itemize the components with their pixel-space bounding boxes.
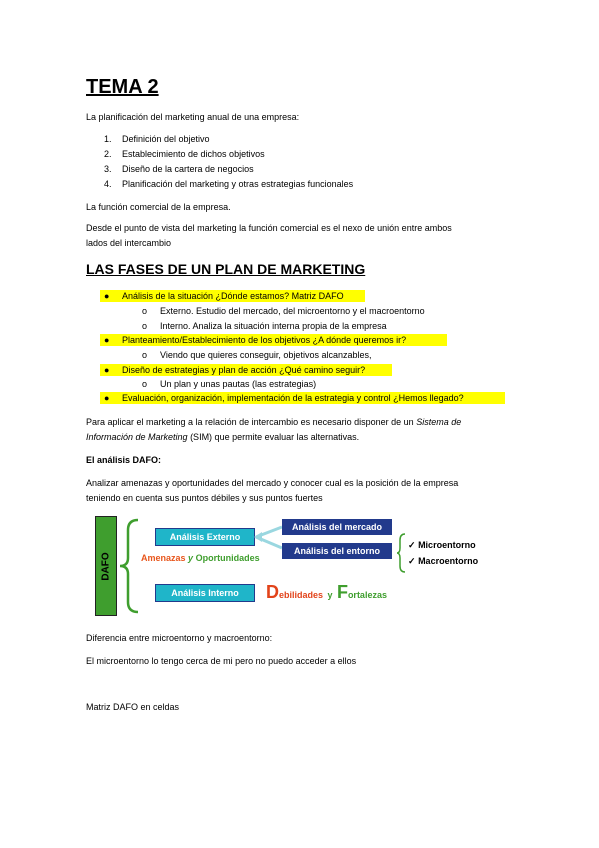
aplicar-italic: Sistema de xyxy=(416,417,462,427)
phase-subitem: Interno. Analiza la situación interna propia de la empresa xyxy=(160,321,387,331)
phase-subitem: Externo. Estudio del mercado, del microentorno y el macroentorno xyxy=(160,306,425,316)
bullet-icon: ● xyxy=(104,291,110,301)
step-number: 4. xyxy=(104,179,112,189)
check-icon: ✓ xyxy=(408,556,416,566)
sub-bullet-icon: o xyxy=(142,379,148,389)
list-item: Diseño de la cartera de negocios xyxy=(122,164,254,174)
nexo-line-2: lados del intercambio xyxy=(86,238,172,248)
microentorno-item xyxy=(408,540,476,551)
list-item: Definición del objetivo xyxy=(122,134,210,144)
small-brace-icon xyxy=(396,532,408,574)
microentorno-text: El microentorno lo tengo cerca de mi pero no puedo acceder a ellos xyxy=(86,656,357,666)
step-number: 3. xyxy=(104,164,112,174)
externo-box: Análisis Externo xyxy=(155,528,255,546)
step-number: 2. xyxy=(104,149,112,159)
intro-text: La planificación del marketing anual de una empresa: xyxy=(86,112,300,122)
phase-item: Planteamiento/Establecimiento de los objetivos ¿A dónde queremos ir? xyxy=(122,335,407,345)
aplicar-line-2 xyxy=(86,431,359,443)
sub-bullet-icon: o xyxy=(142,321,148,331)
debilidades-label: ebilidades xyxy=(279,590,324,600)
list-item: Planificación del marketing y otras estrategias funcionales xyxy=(122,179,354,189)
arrow-icon xyxy=(252,524,286,554)
dafo-box xyxy=(95,516,117,616)
microentorno-label: Microentorno xyxy=(418,540,476,550)
brace-icon xyxy=(118,518,158,614)
step-number: 1. xyxy=(104,134,112,144)
dafo-label: DAFO xyxy=(100,551,112,581)
aplicar-text: Para aplicar el marketing a la relación de intercambio es necesario disponer de un xyxy=(86,417,417,427)
section-title: LAS FASES DE UN PLAN DE MARKETING xyxy=(86,261,366,277)
sub-bullet-icon: o xyxy=(142,306,148,316)
bullet-icon: ● xyxy=(104,393,110,403)
check-icon: ✓ xyxy=(408,540,416,550)
dafo-heading: El análisis DAFO: xyxy=(86,455,162,465)
dafo-line-1: Analizar amenazas y oportunidades del mercado y conocer cual es la posición de la empresa xyxy=(86,478,459,488)
sub-bullet-icon: o xyxy=(142,350,148,360)
bullet-icon: ● xyxy=(104,335,110,345)
phase-item: Análisis de la situación ¿Dónde estamos? Matriz DAFO xyxy=(122,291,344,301)
f-letter: F xyxy=(336,582,348,602)
page-title: TEMA 2 xyxy=(86,76,159,98)
phase-subitem: Viendo que quieres conseguir, objetivos alcanzables, xyxy=(160,350,372,360)
list-item: Establecimiento de dichos objetivos xyxy=(122,149,265,159)
aplicar-text: (SIM) que permite evaluar las alternativas. xyxy=(187,432,360,442)
phase-subitem: Un plan y unas pautas (las estrategias) xyxy=(160,379,317,389)
macroentorno-item xyxy=(408,556,478,567)
diferencia-text: Diferencia entre microentorno y macroentorno: xyxy=(86,633,273,643)
fortalezas-label: ortalezas xyxy=(347,590,387,600)
dafo-line-2: teniendo en cuenta sus puntos débiles y sus puntos fuertes xyxy=(86,493,323,503)
matriz-text: Matriz DAFO en celdas xyxy=(86,702,180,712)
interno-box: Análisis Interno xyxy=(155,584,255,602)
aplicar-line-1 xyxy=(86,416,461,428)
nexo-line-1: Desde el punto de vista del marketing la función comercial es el nexo de unión entre ambos xyxy=(86,223,452,233)
amenazas-oportunidades xyxy=(141,553,260,563)
amenazas-label: Amenazas xyxy=(141,553,186,563)
mercado-box: Análisis del mercado xyxy=(282,519,392,535)
y-label: y xyxy=(188,553,194,563)
debilidades-fortalezas xyxy=(266,582,387,603)
d-letter: D xyxy=(266,582,279,602)
oportunidades-label: Oportunidades xyxy=(195,553,260,563)
phase-item: Evaluación, organización, implementación de la estrategia y control ¿Hemos llegado? xyxy=(122,393,464,403)
macroentorno-label: Macroentorno xyxy=(418,556,479,566)
entorno-box: Análisis del entorno xyxy=(282,543,392,559)
funcion-text: La función comercial de la empresa. xyxy=(86,202,231,212)
aplicar-italic: Información de Marketing xyxy=(86,432,188,442)
bullet-icon: ● xyxy=(104,365,110,375)
y-label: y xyxy=(327,590,333,600)
phase-item: Diseño de estrategias y plan de acción ¿Qué camino seguir? xyxy=(122,365,366,375)
